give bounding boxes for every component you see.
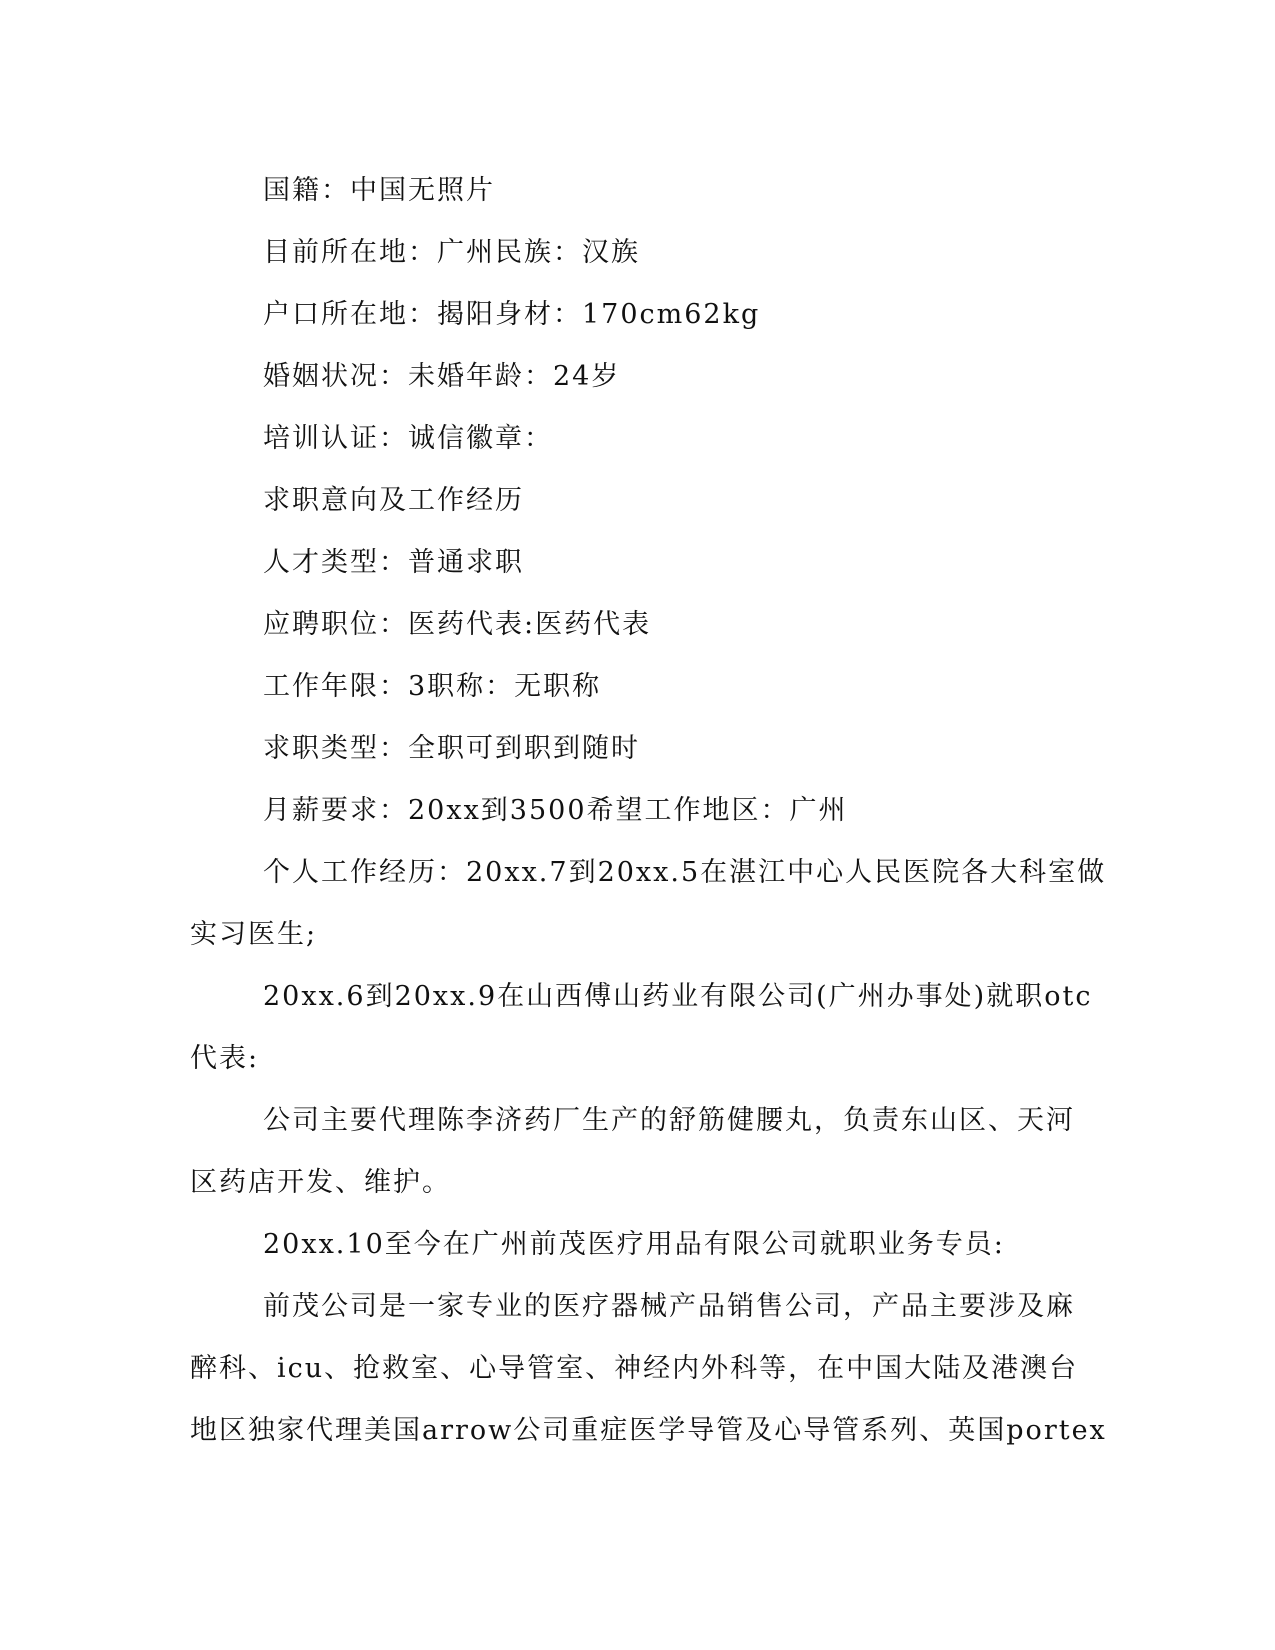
text-line: 国籍：中国无照片 <box>263 175 495 206</box>
section-heading: 求职意向及工作经历 <box>263 485 524 516</box>
text-line: 20xx.10至今在广州前茂医疗用品有限公司就职业务专员: <box>263 1229 1005 1260</box>
text-line: 应聘职位：医药代表:医药代表 <box>263 609 652 640</box>
text-line: 培训认证：诚信徽章： <box>263 423 553 454</box>
text-line: 人才类型：普通求职 <box>263 547 524 578</box>
document-body <box>190 160 1107 1462</box>
text-line: 代表: <box>190 1043 260 1074</box>
text-line: 户口所在地：揭阳身材：170cm62kg <box>263 299 761 330</box>
text-line: 求职类型：全职可到职到随时 <box>263 733 640 764</box>
text-line: 婚姻状况：未婚年龄：24岁 <box>263 361 621 392</box>
text-line: 月薪要求：20xx到3500希望工作地区：广州 <box>263 795 848 826</box>
text-line: 实习医生; <box>190 919 318 950</box>
text-line: 区药店开发、维护。 <box>190 1167 451 1198</box>
text-line: 公司主要代理陈李济药厂生产的舒筋健腰丸，负责东山区、天河 <box>263 1105 1075 1136</box>
text-line: 20xx.6到20xx.9在山西傅山药业有限公司(广州办事处)就职otc <box>263 981 1093 1012</box>
text-line: 目前所在地：广州民族：汉族 <box>263 237 640 268</box>
text-line: 工作年限：3职称：无职称 <box>263 671 602 702</box>
text-line: 地区独家代理美国arrow公司重症医学导管及心导管系列、英国portex <box>190 1415 1107 1446</box>
text-line: 醉科、icu、抢救室、心导管室、神经内外科等，在中国大陆及港澳台 <box>190 1353 1079 1384</box>
text-line: 个人工作经历：20xx.7到20xx.5在湛江中心人民医院各大科室做 <box>263 857 1107 888</box>
text-line: 前茂公司是一家专业的医疗器械产品销售公司，产品主要涉及麻 <box>263 1291 1075 1322</box>
